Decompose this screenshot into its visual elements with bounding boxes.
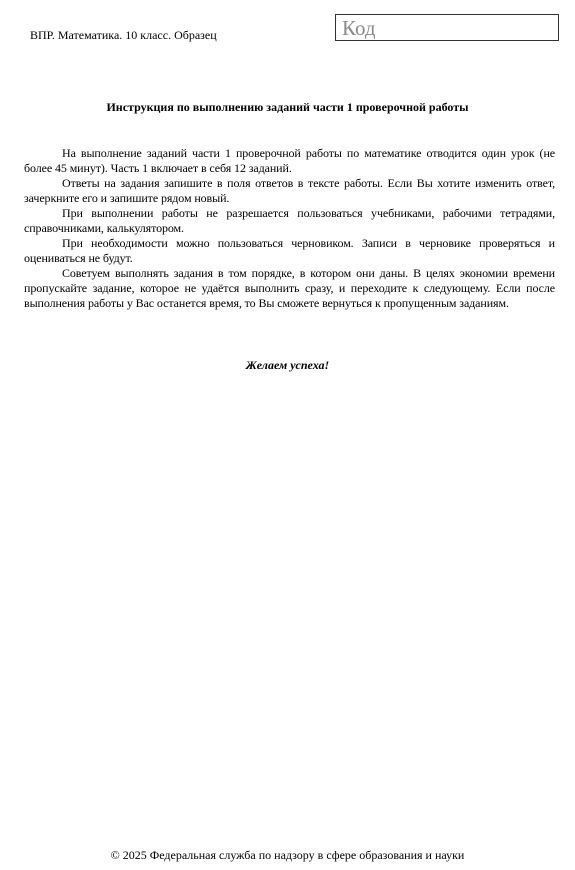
instruction-paragraph-advice: Советуем выполнять задания в том порядке, в котором они даны. В целях экономии времени пропускайте задание, которое не удаётся выполнить сразу, и переходите к следующему. Если после выполнения работы у Вас останется время, то Вы сможете вернуться к пропущенным заданиям. xyxy=(24,266,555,310)
instruction-paragraph-draft: При необходимости можно пользоваться черновиком. Записи в черновике проверяться и оцениваться не будут. xyxy=(24,236,555,265)
code-field[interactable] xyxy=(335,14,559,41)
instructions-body xyxy=(24,146,555,311)
code-field-label: Код xyxy=(342,16,376,40)
instruction-paragraph-answers: Ответы на задания запишите в поля ответов в тексте работы. Если Вы хотите изменить ответ, зачеркните его и запишите рядом новый. xyxy=(24,176,555,205)
good-luck-message: Желаем успеха! xyxy=(245,358,330,372)
instructions-title: Инструкция по выполнению заданий части 1 проверочной работы xyxy=(106,100,469,114)
document-header: ВПР. Математика. 10 класс. Образец xyxy=(30,28,217,42)
instruction-paragraph-time: На выполнение заданий части 1 проверочной работы по математике отводится один урок (не более 45 минут). Часть 1 включает в себя 12 заданий. xyxy=(24,146,555,175)
copyright-footer: © 2025 Федеральная служба по надзору в сфере образования и науки xyxy=(110,848,465,862)
instruction-paragraph-prohibited: При выполнении работы не разрешается пользоваться учебниками, рабочими тетрадями, справочниками, калькулятором. xyxy=(24,206,555,235)
